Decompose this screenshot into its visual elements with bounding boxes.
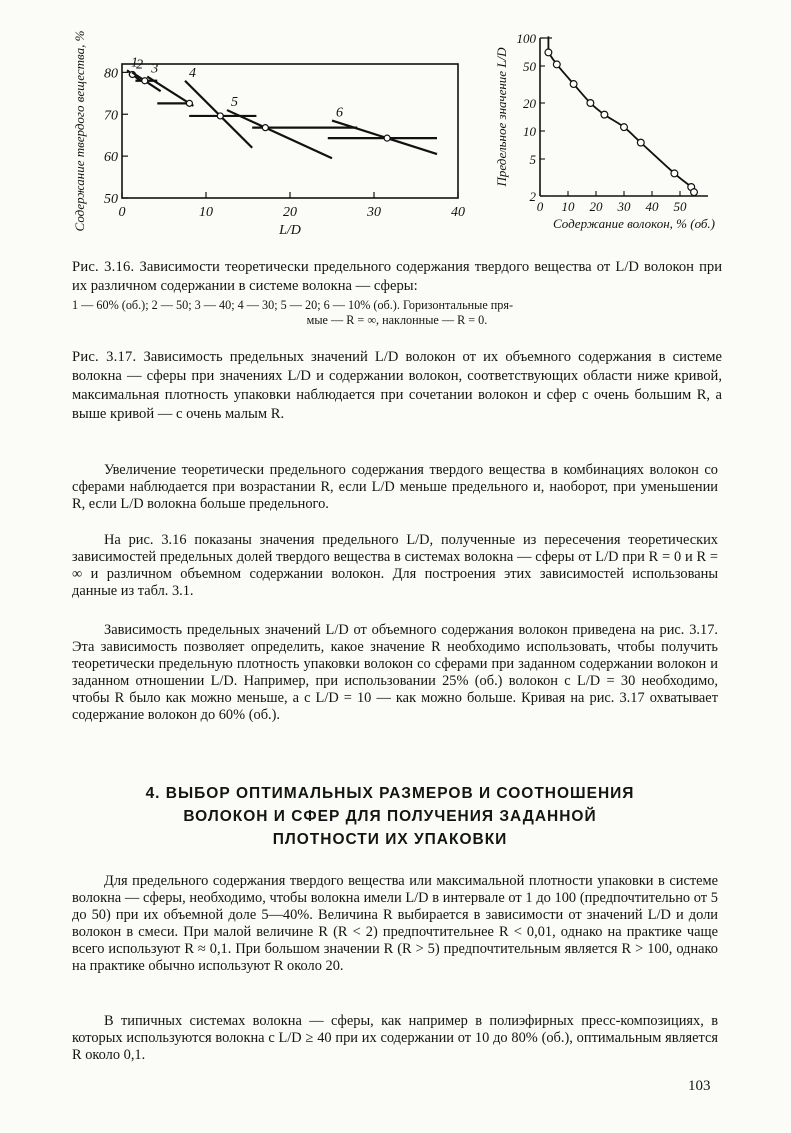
heading-line-2: ВОЛОКОН И СФЕР ДЛЯ ПОЛУЧЕНИЯ ЗАДАННОЙ: [183, 808, 597, 825]
data-point-8: [671, 170, 678, 177]
data-point-2: [553, 61, 560, 68]
intersection-point-4: [217, 113, 223, 119]
y-tick-label: 60: [104, 150, 118, 166]
legend-line-1: 1 — 60% (об.); 2 — 50; 3 — 40; 4 — 30; 5 — 20; 6 — 10% (об.). Горизонтальные пря-: [72, 298, 514, 312]
caption-fig-3-16: [72, 258, 722, 296]
caption-label: Рис. 3.17.: [72, 349, 137, 365]
x-tick-label: 10: [561, 199, 575, 214]
figure-3-17-plot: [490, 30, 730, 245]
figure-3-16: [60, 30, 480, 250]
section-heading: [100, 782, 680, 851]
data-point-5: [601, 111, 608, 118]
y-axis-label: Предельное значение L/D: [494, 47, 509, 187]
x-tick-label: 30: [367, 205, 381, 220]
curve-label-1: 1: [131, 55, 139, 71]
paragraph-3: Зависимость предельных значений L/D от объемного содержания волокон приведена на рис. 3.17. Эта зависимость позволяет определить, какое значение R необходимо использовать, чтобы получить теоретически предельную плотность упаковки волокон со сферами при заданном содержании волокон и заданном отношении L/D. Например, при использовании 25% (об.) волокон с L/D = 30 необходимо, чтобы R было как можно меньше, а с L/D = 10 — как можно больше. Кривая на рис. 3.17 охватывает содержание волокон до 60% (об.).: [72, 622, 718, 723]
plot-frame: [122, 61, 458, 198]
data-point-1: [545, 49, 552, 56]
x-axis-label: L/D: [279, 223, 301, 238]
x-tick-label: 50: [673, 199, 687, 214]
curve-label-2: 2: [136, 57, 144, 73]
x-tick-label: 0: [536, 199, 544, 214]
page-number: 103: [688, 1078, 711, 1094]
caption-text: Зависимости теоретически предельного содержания твердого вещества от L/D волокон при их различном содержании в системе волокна — сферы:: [72, 259, 723, 294]
intersection-point-5: [262, 125, 268, 131]
heading-line-1: 4. ВЫБОР ОПТИМАЛЬНЫХ РАЗМЕРОВ И СООТНОШЕНИЯ: [145, 785, 635, 802]
figure-3-16-plot: [60, 30, 480, 250]
paragraph-5: В типичных системах волокна — сферы, как например в полиэфирных пресс-композициях, в которых используются волокна с L/D ≥ 40 при их содержании от 10 до 80% (об.), оптимальным является R около 0,1.: [72, 1013, 718, 1063]
figure-3-17: [490, 30, 730, 245]
intersection-point-3: [186, 100, 192, 106]
x-tick-label: 30: [617, 199, 631, 214]
y-tick-label: 70: [104, 108, 118, 124]
y-tick-label: 100: [516, 31, 536, 46]
caption-text: Зависимость предельных значений L/D волокон от их объемного содержания в системе волокна — сферы при значениях L/D и содержании волокон, соответствующих области ниже кривой, максимальная плотность упаковки наблюдается при сочетании волокон и сфер с очень большим R, а выше кривой — с очень малым R.: [72, 349, 722, 422]
y-tick-label: 80: [104, 66, 118, 82]
y-tick-label: 5: [529, 151, 536, 167]
y-tick-label: 10: [523, 123, 536, 139]
heading-line-3: ПЛОТНОСТИ ИХ УПАКОВКИ: [272, 831, 508, 848]
curve-label-3: 3: [151, 61, 159, 77]
caption-fig-3-17: [72, 348, 722, 424]
paragraph-1: Увеличение теоретически предельного содержания твердого вещества в комбинациях волокон со сферами наблюдается при возрастании R, если L/D меньше предельного и, наоборот, при уменьшении R, если L/D волокна больше предельного.: [72, 462, 718, 512]
y-axis-label: Содержание твердого вещества, %: [72, 30, 87, 232]
inclined-line-5: [227, 110, 332, 158]
legend-line-2: мые — R = ∞, наклонные — R = 0.: [306, 313, 488, 327]
y-tick-label: 20: [523, 96, 536, 112]
intersection-point-6: [384, 135, 390, 141]
curve-label-6: 6: [336, 105, 343, 121]
paragraph-2: На рис. 3.16 показаны значения предельного L/D, полученные из пересечения теоретических зависимостей предельных долей твердого вещества в системах волокна — сферы от L/D при R = 0 и R = ∞ и различном объемном содержании волокон. Для построения этих зависимостей использованы данные из табл. 3.1.: [72, 532, 718, 599]
curve-label-5: 5: [231, 95, 238, 111]
x-tick-label: 20: [283, 205, 297, 220]
data-point-10: [691, 189, 698, 196]
intersection-point-2: [142, 78, 148, 84]
data-point-6: [621, 124, 628, 131]
x-axis-label: Содержание волокон, % (об.): [552, 216, 716, 231]
x-tick-label: 40: [645, 199, 659, 214]
limit-curve: [548, 36, 694, 192]
curve-label-4: 4: [189, 65, 196, 81]
data-point-4: [587, 100, 594, 107]
x-tick-label: 0: [118, 205, 126, 220]
data-point-7: [637, 139, 644, 146]
y-tick-label: 2: [529, 189, 536, 204]
caption-label: Рис. 3.16.: [72, 259, 135, 275]
paragraph-4: Для предельного содержания твердого вещества или максимальной плотности упаковки в системе волокна — сферы, необходимо, чтобы волокна имели L/D в интервале от 1 до 100 (предпочтительно от 5 до 50) при их объемной доле 5—40%. Величина R выбирается в зависимости от значений L/D и доли волокон в смеси. При малой величине R (R < 2) предпочтительнее R < 0,01, однако на практике чаще всего используют R ≈ 0,1. При большом значении R (R > 5) предпочтительным является R > 100, однако на практике обычно используют R около 20.: [72, 873, 718, 974]
x-tick-label: 40: [451, 205, 465, 220]
data-point-3: [570, 81, 577, 88]
x-tick-label: 10: [199, 205, 213, 220]
x-tick-label: 20: [589, 199, 603, 214]
legend-fig-3-16: [72, 298, 722, 328]
y-tick-label: 50: [523, 58, 536, 74]
y-tick-label: 50: [104, 192, 118, 207]
